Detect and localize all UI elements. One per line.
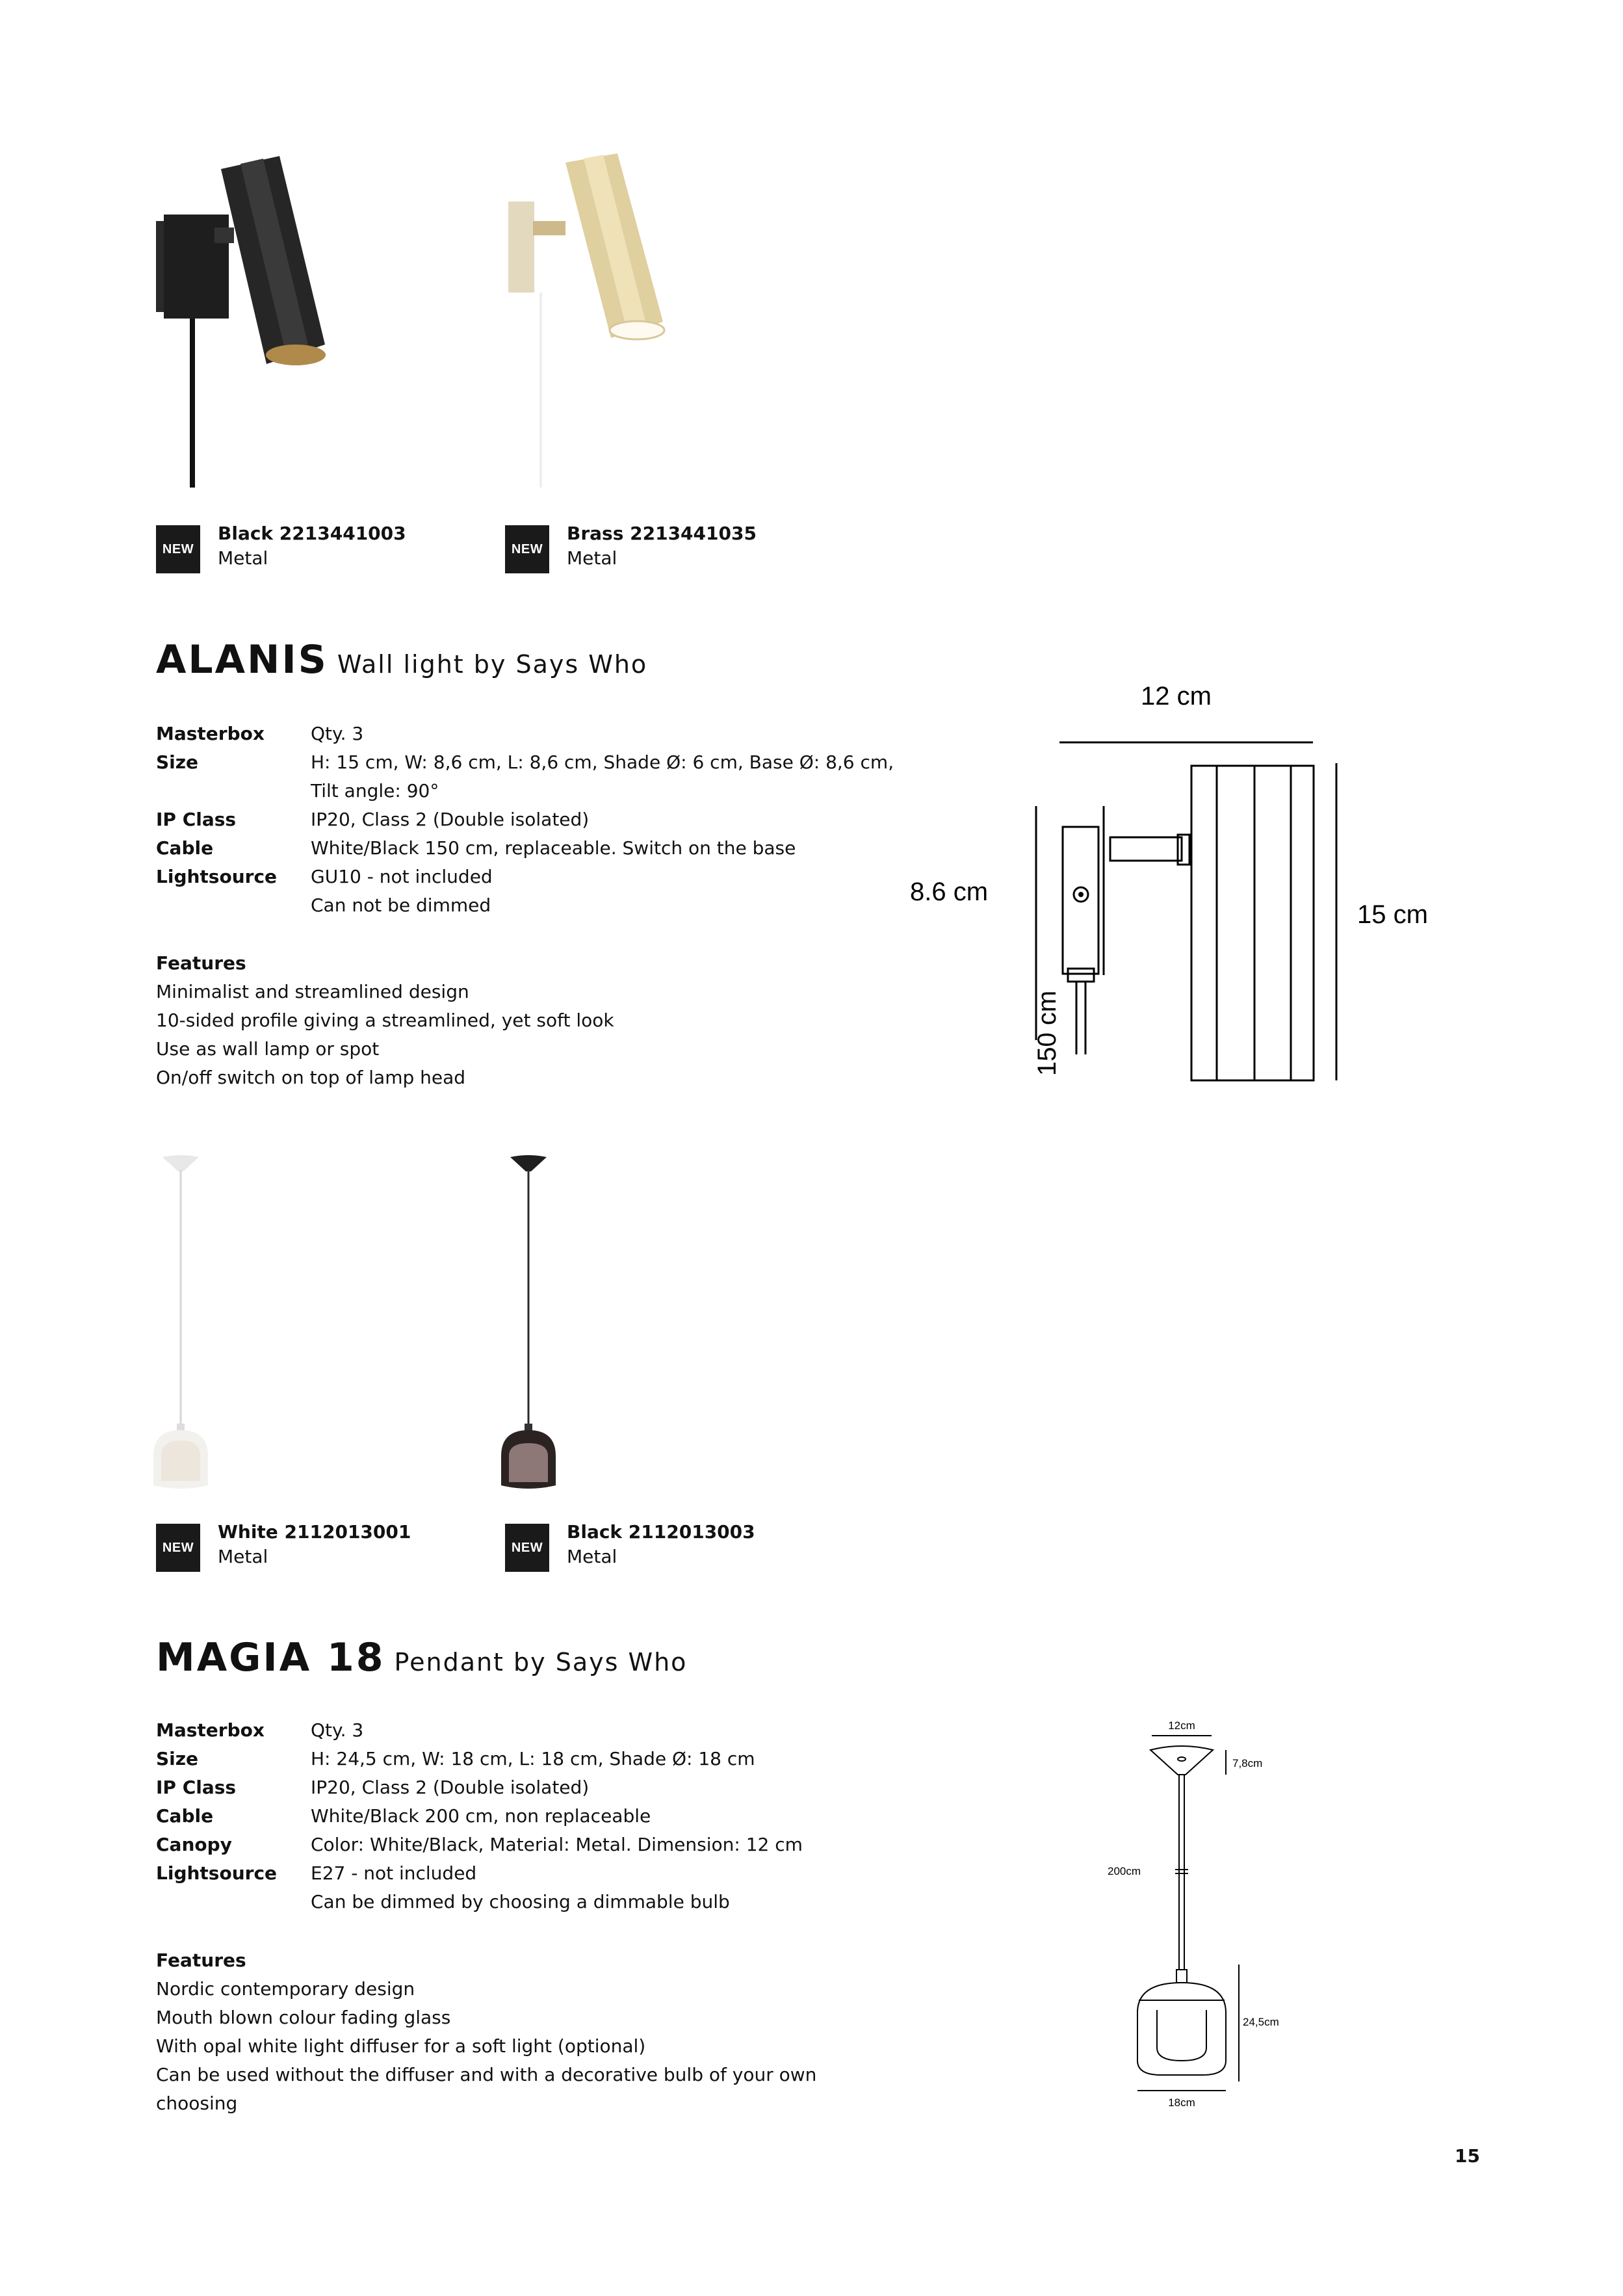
spec-label: Cable bbox=[156, 1805, 214, 1827]
dim-cable-label: 150 cm bbox=[1033, 990, 1061, 1076]
variant-name-brass: Brass 2213441035 bbox=[567, 523, 757, 544]
spec-value: IP20, Class 2 (Double isolated) bbox=[311, 1777, 590, 1798]
variant-name-black: Black 2213441003 bbox=[218, 523, 406, 544]
alanis-black-photo bbox=[149, 150, 331, 494]
variant-material: Metal bbox=[567, 1546, 617, 1567]
spec-value: Qty. 3 bbox=[311, 1719, 364, 1741]
variant-material: Metal bbox=[218, 1546, 268, 1567]
feature-item: Minimalist and streamlined design bbox=[156, 981, 469, 1002]
spec-value: Qty. 3 bbox=[311, 723, 364, 744]
page-number: 15 bbox=[1455, 2145, 1480, 2167]
spec-label: Size bbox=[156, 1748, 199, 1769]
spec-label: Lightsource bbox=[156, 866, 278, 887]
dim-height-label: 15 cm bbox=[1357, 900, 1428, 929]
feature-item: Mouth blown colour fading glass bbox=[156, 2007, 451, 2028]
feature-item: Use as wall lamp or spot bbox=[156, 1038, 380, 1060]
spec-label: Masterbox bbox=[156, 1719, 265, 1741]
feature-item: Nordic contemporary design bbox=[156, 1978, 415, 2000]
spec-value: IP20, Class 2 (Double isolated) bbox=[311, 809, 590, 830]
dim-canopy-width: 12cm bbox=[1168, 1719, 1195, 1732]
variant-name-black: Black 2112013003 bbox=[567, 1521, 755, 1543]
spec-value: H: 15 cm, W: 8,6 cm, L: 8,6 cm, Shade Ø: 6 cm, Base Ø: 8,6 cm, bbox=[311, 751, 894, 773]
feature-item: choosing bbox=[156, 2093, 238, 2114]
dim-canopy-height: 7,8cm bbox=[1232, 1757, 1263, 1769]
feature-item: On/off switch on top of lamp head bbox=[156, 1067, 466, 1088]
spec-label: Size bbox=[156, 751, 199, 773]
new-badge: NEW bbox=[505, 525, 549, 573]
variant-name-white: White 2112013001 bbox=[218, 1521, 411, 1543]
spec-value: White/Black 200 cm, non replaceable bbox=[311, 1805, 651, 1827]
spec-label: Cable bbox=[156, 837, 214, 859]
spec-value: E27 - not included bbox=[311, 1862, 477, 1884]
spec-label: Lightsource bbox=[156, 1862, 278, 1884]
new-badge: NEW bbox=[505, 1524, 549, 1572]
dim-width-label: 12 cm bbox=[1141, 682, 1212, 711]
feature-item: With opal white light diffuser for a soft light (optional) bbox=[156, 2035, 646, 2057]
magia-dimension-drawing bbox=[1105, 1710, 1313, 2113]
magia-white-photo bbox=[149, 1151, 279, 1489]
features-title: Features bbox=[156, 1950, 246, 1971]
product-title-alanis bbox=[156, 637, 647, 683]
spec-label: IP Class bbox=[156, 809, 237, 830]
product-subtitle: Pendant by Says Who bbox=[394, 1648, 688, 1676]
spec-value: Can be dimmed by choosing a dimmable bulb bbox=[311, 1891, 730, 1912]
feature-item: 10-sided profile giving a streamlined, yet soft look bbox=[156, 1010, 614, 1031]
new-badge: NEW bbox=[156, 525, 200, 573]
dim-cable-length: 200cm bbox=[1108, 1865, 1141, 1877]
magia-black-photo bbox=[497, 1151, 627, 1489]
dim-shade-height: 24,5cm bbox=[1243, 2016, 1279, 2028]
product-name: MAGIA 18 bbox=[156, 1635, 385, 1680]
spec-value: Can not be dimmed bbox=[311, 894, 491, 916]
spec-value: Tilt angle: 90° bbox=[311, 780, 439, 802]
spec-label: Canopy bbox=[156, 1834, 232, 1855]
alanis-brass-photo bbox=[500, 150, 682, 494]
dim-shade-width: 18cm bbox=[1168, 2096, 1195, 2109]
spec-label: Masterbox bbox=[156, 723, 265, 744]
variant-material: Metal bbox=[218, 547, 268, 569]
feature-item: Can be used without the diffuser and with a decorative bulb of your own bbox=[156, 2064, 817, 2085]
spec-value: GU10 - not included bbox=[311, 866, 493, 887]
spec-value: H: 24,5 cm, W: 18 cm, L: 18 cm, Shade Ø: 18 cm bbox=[311, 1748, 755, 1769]
dim-depth-label: 8.6 cm bbox=[910, 878, 989, 906]
product-subtitle: Wall light by Says Who bbox=[337, 650, 648, 679]
spec-value: Color: White/Black, Material: Metal. Dimension: 12 cm bbox=[311, 1834, 803, 1855]
spec-label: IP Class bbox=[156, 1777, 237, 1798]
features-title: Features bbox=[156, 952, 246, 974]
new-badge: NEW bbox=[156, 1524, 200, 1572]
product-name: ALANIS bbox=[156, 637, 328, 683]
spec-value: White/Black 150 cm, replaceable. Switch on the base bbox=[311, 837, 796, 859]
alanis-dimension-drawing bbox=[910, 676, 1495, 1092]
product-title-magia bbox=[156, 1635, 687, 1680]
variant-material: Metal bbox=[567, 547, 617, 569]
